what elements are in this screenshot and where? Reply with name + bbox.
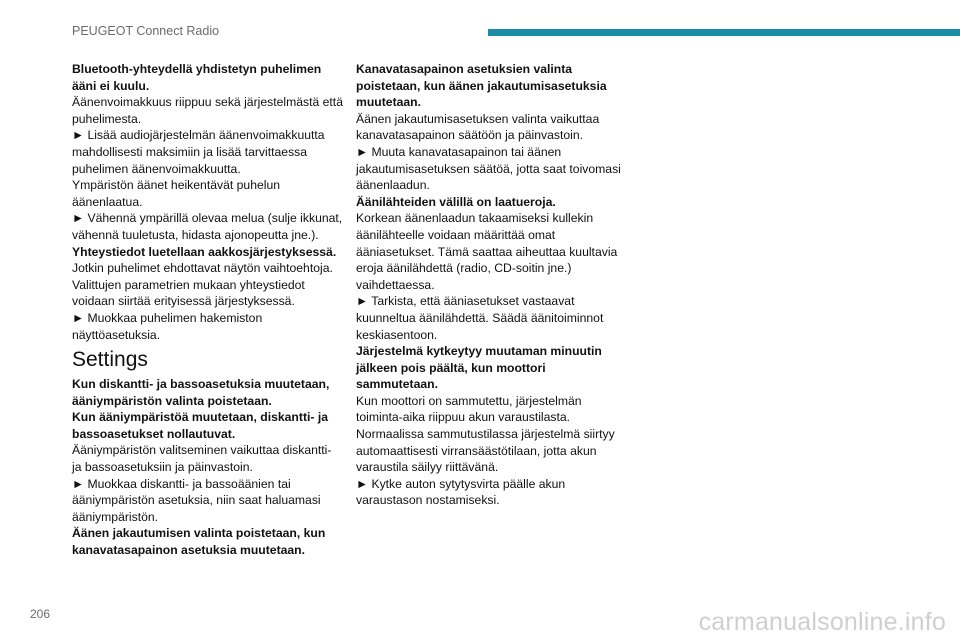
body-paragraph: Korkean äänenlaadun takaamiseksi kullekin äänilähteelle voidaan määrittää omat ääniasetukset. Tämä saattaa aiheuttaa kuultavia eroja äänilähdettä (radio, CD-soitin jne.) vaihdettaessa.: [356, 211, 618, 292]
body-paragraph: Äänenvoimakkuus riippuu sekä järjestelmästä että puhelimesta.: [72, 95, 343, 126]
issue-title: Kun diskantti- ja bassoasetuksia muutetaan, ääniympäristön valinta poistetaan.: [72, 377, 330, 408]
body-paragraph: Ääniympäristön valitseminen vaikuttaa diskantti- ja bassoasetuksiin ja päinvastoin.: [72, 443, 332, 475]
watermark: carmanualsonline.info: [698, 608, 946, 636]
left-text-column: [72, 61, 344, 559]
issue-title: Bluetooth-yhteydellä yhdistetyn puhelimen ääni ei kuulu.: [72, 62, 322, 93]
body-paragraph: ► Lisää audiojärjestelmän äänenvoimakkuutta mahdollisesti maksimiin ja lisää tarvittaessa puhelimen äänenvoimakkuutta.: [72, 128, 325, 176]
body-paragraph: Normaalissa sammutustilassa järjestelmä siirtyy automaattisesti virransäästötilaan, jotta akun varaustila säilyy riittävänä.: [356, 427, 615, 475]
header-title: PEUGEOT Connect Radio: [72, 24, 220, 38]
issue-title: Kanavatasapainon asetuksien valinta poistetaan, kun äänen jakautumisasetuksia muutetaan.: [356, 62, 607, 110]
body-paragraph: ► Tarkista, että ääniasetukset vastaavat kuunneltua äänilähdettä. Säädä äänitoiminnot keskiasentoon.: [356, 294, 604, 342]
body-paragraph: Kun moottori on sammutettu, järjestelmän toiminta-aika riippuu akun varaustilasta.: [356, 393, 582, 425]
body-paragraph: ► Kytke auton sytytysvirta päälle akun varaustason nostamiseksi.: [356, 476, 566, 508]
body-paragraph: ► Muokkaa puhelimen hakemiston näyttöasetuksia.: [72, 310, 263, 342]
body-paragraph: ► Vähennä ympärillä olevaa melua (sulje ikkunat, vähennä tuuletusta, hidasta ajonopeutta jne.).: [72, 211, 343, 242]
body-paragraph: ► Muokkaa diskantti- ja bassoäänien tai ääniympäristön asetuksia, niin saat haluamasi ääniympäristön.: [72, 476, 321, 524]
body-paragraph: Ympäristön äänet heikentävät puhelun äänenlaatua.: [72, 178, 281, 209]
body-paragraph: ► Muuta kanavatasapainon tai äänen jakautumisasetuksen säätöä, jotta saat toivomasi äänenlaadun.: [356, 144, 621, 193]
issue-title: Yhteystiedot luetellaan aakkosjärjestyksessä.: [72, 244, 337, 259]
issue-title: Järjestelmä kytkeytyy muutaman minuutin jälkeen pois päältä, kun moottori sammutetaan.: [356, 344, 602, 392]
right-text-column: [356, 61, 628, 509]
issue-title: Äänilähteiden välillä on laatueroja.: [356, 194, 556, 209]
page-number: 206: [30, 607, 51, 621]
body-paragraph: Äänen jakautumisasetuksen valinta vaikuttaa kanavatasapainon säätöön ja päinvastoin.: [356, 111, 600, 143]
body-paragraph: Jotkin puhelimet ehdottavat näytön vaihtoehtoja. Valittujen parametrien mukaan yhteystiedot voidaan siirtää erityisessä järjestyksessä.: [72, 261, 333, 309]
issue-title: Äänen jakautumisen valinta poistetaan, kun kanavatasapainon asetuksia muutetaan.: [72, 526, 326, 558]
section-heading: Settings: [72, 348, 148, 372]
header-accent-bar: [488, 29, 960, 36]
issue-title: Kun ääniympäristöä muutetaan, diskantti- ja bassoasetukset nollautuvat.: [72, 410, 328, 441]
